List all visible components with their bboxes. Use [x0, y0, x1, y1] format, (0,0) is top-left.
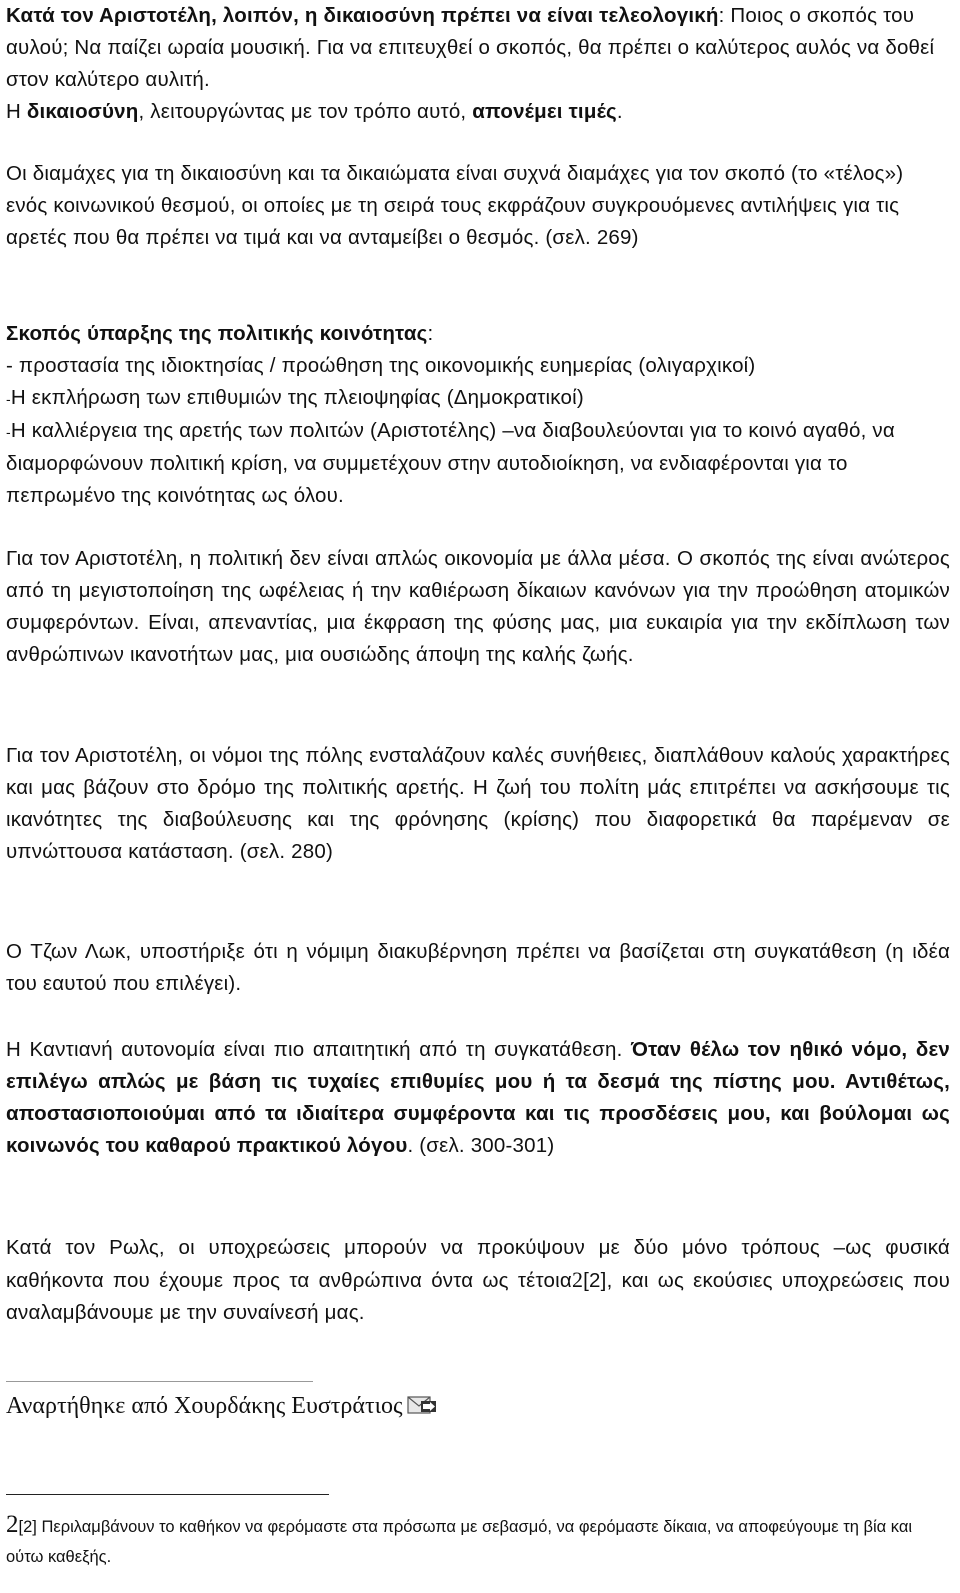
- purpose-section: [6, 318, 950, 512]
- text: . (σελ. 300-301): [407, 1134, 555, 1157]
- footnote: [6, 1510, 950, 1572]
- footnote-backlink[interactable]: [2]: [18, 1518, 37, 1536]
- paragraph-justice-honors: [6, 96, 950, 128]
- bold-honors: απονέμει τιμές: [472, 100, 617, 123]
- footnote-ref-number: 2: [571, 1267, 584, 1292]
- footnote-number: 2: [6, 1511, 19, 1538]
- post-footer: [6, 1388, 437, 1424]
- purpose-item-democrats: [6, 382, 950, 415]
- bold-lead: Κατά τον Αριστοτέλη, λοιπόν, η δικαιοσύνη πρέπει να είναι τελεολογική: [6, 4, 719, 27]
- text: Η Καντιανή αυτονομία είναι πιο απαιτητική από τη συγκατάθεση.: [6, 1038, 632, 1061]
- paragraph-locke: Ο Τζων Λωκ, υποστήριξε ότι η νόμιμη διακυβέρνηση πρέπει να βασίζεται στη συγκατάθεση (η ιδέα του εαυτού που επιλέγει).: [6, 940, 950, 995]
- item-text: Η εκπλήρωση των επιθυμιών της πλειοψηφίας (Δημοκρατικοί): [10, 386, 584, 409]
- purpose-item-aristotle: [6, 415, 950, 512]
- paragraph-text: : Ποιος ο σκοπός του αυλού; Να παίζει ωραία μουσική. Για να επιτευχθεί ο σκοπός, θα πρέπει ο καλύτερος αυλός να δοθεί στον καλύτερο αυλιτή.: [6, 4, 935, 91]
- email-post-icon[interactable]: [407, 1394, 437, 1416]
- paragraph-laws-habits: Για τον Αριστοτέλη, οι νόμοι της πόλης ενσταλάζουν καλές συνήθειες, διαπλάθουν καλούς χαρακτήρες και μας βάζουν στο δρόμο της πολιτικής αρετής. Η ζωή του πολίτη μάς επιτρέπει να ασκήσουμε τις ικανότητες της διαβούλευσης και της φρόνησης (κρίσης) που διαφορετικά θα παρέμεναν σε υπνώττουσα κατάσταση. (σελ. 280): [6, 744, 950, 863]
- bold-justice: δικαιοσύνη: [26, 100, 139, 123]
- colon: :: [427, 322, 434, 345]
- item-text: Η καλλιέργεια της αρετής των πολιτών (Αριστοτέλης) –να διαβουλεύονται για το κοινό αγαθό, να διαμορφώνουν πολιτική κρίση, να συμμετέχουν στην αυτοδιοίκηση, να ενδιαφέρονται για το πεπρωμένο της κοινότητας ως όλου.: [6, 419, 895, 507]
- posted-by-author: Αναρτήθηκε από Χουρδάκης Ευστράτιος: [6, 1393, 403, 1419]
- text: .: [616, 100, 623, 123]
- purpose-heading: [6, 318, 950, 350]
- dash: -: [6, 424, 11, 440]
- text: , λειτουργώντας με τον τρόπο αυτό,: [138, 100, 473, 123]
- paragraph-kant: [6, 1034, 950, 1162]
- text: Η: [6, 100, 27, 123]
- post-footer-divider: [6, 1381, 313, 1382]
- text: , και ως εκούσιες υποχρεώσεις που αναλαμβάνουμε με την συναίνεσή μας.: [6, 1269, 951, 1324]
- dash: -: [6, 391, 11, 407]
- purpose-heading-text: Σκοπός ύπαρξης της πολιτικής κοινότητας: [6, 322, 428, 345]
- text: Κατά τον Ρωλς, οι υποχρεώσεις μπορούν να προκύψουν με δύο μόνο τρόπους –ως φυσικά καθήκοντα που έχουμε προς τα ανθρώπινα όντα ως τέτοια: [6, 1236, 950, 1292]
- paragraph-rawls: [6, 1232, 950, 1329]
- paragraph-politics-economy: Για τον Αριστοτέλη, η πολιτική δεν είναι απλώς οικονομία με άλλα μέσα. Ο σκοπός της είναι ανώτερος από τη μεγιστοποίηση της ωφέλειας ή την καθιέρωση δίκαιων κανόνων για την προώθηση ατομικών συμφερόντων. Είναι, απεναντίας, μια έκφραση της φύσης μας, μια ευκαιρία για την εκδίπλωση των ανθρώπινων ικανοτήτων μας, μια ουσιώδης άποψη της καλής ζωής.: [6, 547, 950, 666]
- footnote-text: Περιλαμβάνουν το καθήκον να φερόμαστε στα πρόσωπα με σεβασμό, να φερόμαστε δίκαια, να αποφεύγουμε τη βία και ούτω καθεξής.: [6, 1518, 913, 1566]
- footnote-ref-link[interactable]: [2]: [583, 1269, 607, 1292]
- paragraph-aristotle-teleology: [6, 0, 950, 96]
- purpose-item-oligarchs: - προστασία της ιδιοκτησίας / προώθηση της οικονομικής ευημερίας (ολιγαρχικοί): [6, 354, 756, 377]
- bold-kant-quote: Όταν θέλω τον ηθικό νόμο, δεν επιλέγω απλώς με βάση τις τυχαίες επιθυμίες μου ή τα δεσμά της πίστης μου. Αντιθέτως, αποστασιοποιούμαι από τα ιδιαίτερα συμφέροντα και τις προσδέσεις μου, και βούλομαι ως κοινωνός του καθαρού πρακτικού λόγου: [6, 1038, 950, 1157]
- footnote-divider: [6, 1494, 329, 1495]
- paragraph-disputes: Οι διαμάχες για τη δικαιοσύνη και τα δικαιώματα είναι συχνά διαμάχες για τον σκοπό (το «τέλος») ενός κοινωνικού θεσμού, οι οποίες με τη σειρά τους εκφράζουν συγκρουόμενες αντιλήψεις για τις αρετές που θα πρέπει να τιμά και να ανταμείβει ο θεσμός. (σελ. 269): [6, 162, 904, 249]
